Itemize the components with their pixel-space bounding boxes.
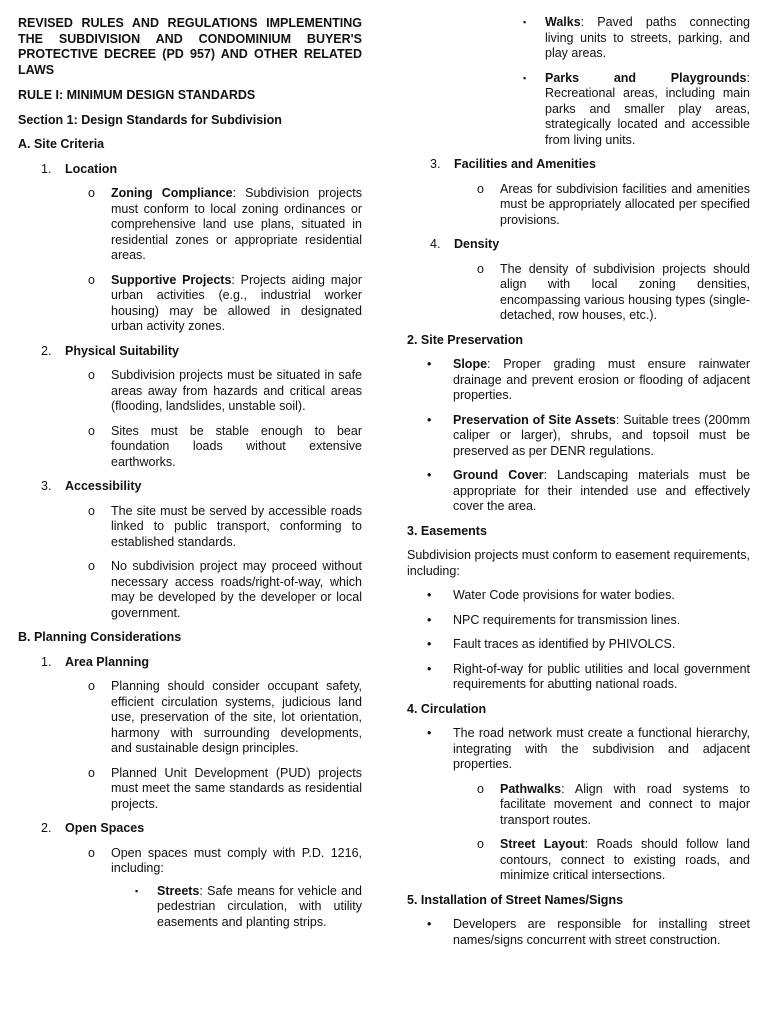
area-planning-heading [18, 655, 362, 671]
location-heading [18, 162, 362, 178]
list-item [18, 679, 362, 757]
list-item [18, 273, 362, 335]
list-item [407, 613, 750, 629]
accessibility-number: 3. [41, 479, 52, 493]
list-item [18, 846, 362, 877]
easements-list [407, 588, 750, 693]
open-spaces-heading [18, 821, 362, 837]
list-item [407, 637, 750, 653]
physical-label: Physical Suitability [65, 343, 179, 358]
list-item [407, 357, 750, 404]
circle-bullet-icon: o [88, 186, 95, 200]
square-bullet-icon: ▪ [523, 17, 527, 27]
bullet-icon: • [427, 661, 432, 676]
circle-bullet-icon: o [477, 261, 484, 276]
site-criteria-heading: A. Site Criteria [18, 137, 105, 151]
list-item [407, 588, 750, 604]
item-text: Fault traces as identified by PHIVOLCS. [453, 637, 676, 651]
item-text: : Suitable trees (200mm caliper or larger), shrubs, and topsoil must be preserved as per DENR regulations. [453, 412, 750, 458]
location-label: Location [65, 161, 118, 176]
open-spaces-sublist-continued [407, 15, 750, 148]
bullet-icon: • [427, 612, 432, 627]
item-text: The road network must create a functional hierarchy, integrating with the subdivision and adjacent properties. [453, 726, 750, 771]
circle-bullet-icon: o [88, 679, 95, 693]
area-planning-list [18, 679, 362, 812]
term: Slope [453, 357, 488, 371]
bullet-icon: • [427, 588, 432, 602]
area-planning-number: 1. [41, 654, 52, 669]
easements-heading: 3. Easements [407, 523, 487, 538]
accessibility-list [18, 504, 362, 622]
term: Walks [545, 15, 581, 29]
item-text: : Landscaping materials must be appropriate for their intended use and effectively cover the area. [453, 468, 750, 513]
list-item [407, 413, 750, 460]
open-spaces-number: 2. [41, 821, 52, 835]
density-number: 4. [430, 237, 441, 251]
term: Supportive Projects [111, 272, 232, 287]
document-title: REVISED RULES AND REGULATIONS IMPLEMENTING THE SUBDIVISION AND CONDOMINIUM BUYER'S PROTECTIVE DECREE (PD 957) AND OTHER RELATED LAWS [18, 16, 362, 77]
item-text: : Recreational areas, including main parks and smaller play areas, strategically located and accessible from living units. [545, 70, 750, 147]
left-column [18, 14, 362, 939]
list-item [407, 182, 750, 229]
right-column [407, 15, 750, 957]
planning-heading: B. Planning Considerations [18, 630, 182, 644]
item-text: : Proper grading must ensure rainwater drainage and prevent erosion or flooding of adjacent properties. [453, 357, 750, 402]
list-item [407, 917, 750, 948]
physical-heading [18, 344, 362, 360]
term: Parks and Playgrounds [545, 70, 747, 85]
circle-bullet-icon: o [88, 765, 95, 780]
density-list [407, 262, 750, 324]
item-text: : Safe means for vehicle and pedestrian circulation, with utility easements and planting strips. [157, 883, 362, 929]
list-item [18, 884, 362, 931]
circle-bullet-icon: o [88, 423, 95, 438]
list-item [18, 766, 362, 813]
list-item [407, 662, 750, 693]
list-item [407, 15, 750, 62]
item-text: Subdivision projects must be situated in safe areas away from hazards and critical areas (flooding, landslides, unstable soil). [111, 368, 362, 413]
list-item [407, 837, 750, 884]
item-text: Areas for subdivision facilities and amenities must be appropriately allocated per specified provisions. [500, 181, 750, 227]
term: Ground Cover [453, 468, 544, 482]
item-text: Sites must be stable enough to bear foundation loads without extensive earthworks. [111, 423, 362, 469]
item-text: : Paved paths connecting living units to streets, parking, and play areas. [545, 15, 750, 60]
open-spaces-label: Open Spaces [65, 821, 145, 835]
facilities-number: 3. [430, 157, 441, 171]
street-names-list [407, 917, 750, 948]
accessibility-heading [18, 479, 362, 495]
open-spaces-list [18, 846, 362, 877]
item-text: NPC requirements for transmission lines. [453, 612, 681, 627]
circle-bullet-icon: o [88, 503, 95, 518]
rule-heading: RULE I: MINIMUM DESIGN STANDARDS [18, 88, 256, 102]
list-item [407, 468, 750, 515]
circle-bullet-icon: o [88, 272, 95, 287]
circulation-heading: 4. Circulation [407, 701, 487, 716]
circulation-sublist [407, 782, 750, 884]
open-spaces-sublist [18, 884, 362, 931]
list-item [407, 782, 750, 829]
list-item [18, 559, 362, 621]
item-text: Planning should consider occupant safety, efficient circulation systems, judicious land use, preservation of the site, lot orientation, harmony with surrounding developments, and sustainable design principles. [111, 679, 362, 755]
item-text: : Projects aiding major urban activities (e.g., industrial worker housing) may be allowed in designated urban activity zones. [111, 272, 362, 333]
easements-intro: Subdivision projects must conform to easement requirements, including: [407, 548, 750, 578]
circle-bullet-icon: o [477, 781, 484, 796]
list-item [407, 71, 750, 149]
density-label: Density [454, 237, 500, 251]
physical-list [18, 368, 362, 470]
square-bullet-icon: ▪ [523, 72, 527, 83]
bullet-icon: • [427, 726, 432, 740]
list-item [18, 504, 362, 551]
bullet-icon: • [427, 357, 432, 371]
circle-bullet-icon: o [477, 181, 484, 196]
street-names-heading: 5. Installation of Street Names/Signs [407, 892, 624, 907]
density-heading [407, 237, 750, 253]
list-item [407, 262, 750, 324]
list-item [407, 726, 750, 773]
bullet-icon: • [427, 412, 432, 427]
item-text: No subdivision project may proceed without necessary access roads/right-of-way, which may be developed by the developer or local government. [111, 559, 362, 620]
facilities-list [407, 182, 750, 229]
bullet-icon: • [427, 468, 432, 482]
accessibility-label: Accessibility [65, 479, 142, 493]
item-text: : Roads should follow land contours, connect to existing roads, and minimize critical intersections. [500, 837, 750, 882]
item-text: Right-of-way for public utilities and local government requirements for abutting national roads. [453, 661, 750, 691]
location-number: 1. [41, 161, 52, 176]
list-item [18, 424, 362, 471]
item-text: : Align with road systems to facilitate movement and connect to major transport routes. [500, 781, 750, 827]
site-preservation-list [407, 357, 750, 515]
list-item [18, 368, 362, 415]
square-bullet-icon: ▪ [135, 885, 139, 896]
location-list [18, 186, 362, 335]
item-text: The density of subdivision projects should align with local zoning densities, encompassing various housing types (single-detached, row houses, etc.). [500, 261, 750, 322]
term: Street Layout [500, 837, 585, 851]
item-text: Planned Unit Development (PUD) projects must meet the same standards as residential projects. [111, 765, 362, 811]
bullet-icon: • [427, 637, 432, 651]
term: Preservation of Site Assets [453, 412, 616, 427]
circulation-list [407, 726, 750, 773]
term: Pathwalks [500, 781, 562, 796]
circle-bullet-icon: o [88, 559, 95, 573]
item-text: Open spaces must comply with P.D. 1216, including: [111, 845, 362, 875]
section-heading: Section 1: Design Standards for Subdivision [18, 112, 282, 127]
site-preservation-heading: 2. Site Preservation [407, 332, 524, 347]
area-planning-label: Area Planning [65, 654, 150, 669]
bullet-icon: • [427, 917, 432, 931]
item-text: : Subdivision projects must conform to local zoning ordinances or comprehensive land use plans, situated in residential zones or appropriate residential areas. [111, 186, 362, 262]
physical-number: 2. [41, 343, 52, 358]
term: Streets [157, 883, 200, 898]
item-text: Developers are responsible for installing street names/signs concurrent with street construction. [453, 917, 750, 947]
circle-bullet-icon: o [88, 845, 95, 860]
list-item [18, 186, 362, 264]
term: Zoning Compliance [111, 186, 233, 200]
circle-bullet-icon: o [477, 837, 484, 851]
facilities-heading [407, 157, 750, 173]
circle-bullet-icon: o [88, 368, 95, 382]
facilities-label: Facilities and Amenities [454, 157, 596, 171]
item-text: Water Code provisions for water bodies. [453, 588, 675, 602]
item-text: The site must be served by accessible roads linked to public transport, conforming to established standards. [111, 503, 362, 549]
